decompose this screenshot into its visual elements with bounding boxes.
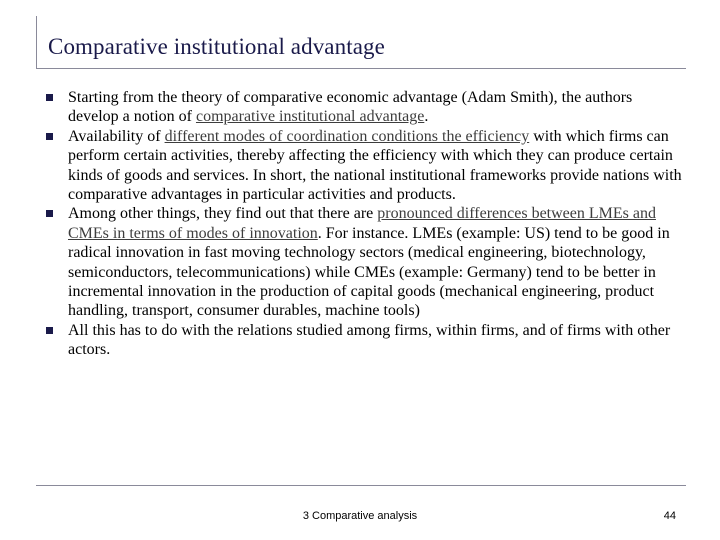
slide-title: Comparative institutional advantage: [48, 34, 385, 59]
bullet-text: with which firms can perform certain activities, thereby affecting the efficiency with which they can produce certain kinds of goods and services. In short, the national institutional frameworks provide nations with comparative advantages in particular activities and products.: [68, 127, 682, 204]
bullet-item: [42, 127, 682, 205]
footer-rule: [36, 485, 686, 486]
page-number: 44: [663, 510, 676, 522]
bullet-text: Among other things, they find out that there are: [68, 205, 378, 223]
title-vertical-rule: [36, 16, 37, 68]
bullet-list: [42, 88, 682, 360]
bullet-square-icon: [46, 210, 53, 217]
footer-section-label: 3 Comparative analysis: [302, 510, 418, 522]
bullet-item: [42, 321, 682, 360]
underlined-phrase: comparative institutional advantage: [195, 108, 425, 126]
title-underline-rule: [36, 68, 686, 69]
bullet-item: [42, 204, 682, 320]
underlined-phrase: pronounced differences between LMEs and CMEs in terms of modes of innovation: [68, 205, 656, 242]
bullet-item: [42, 88, 682, 127]
bullet-square-icon: [46, 133, 53, 140]
bullet-text: .: [424, 108, 429, 126]
underlined-phrase: different modes of coordination conditions the efficiency: [164, 127, 530, 145]
bullet-square-icon: [46, 327, 53, 334]
bullet-text: Starting from the theory of comparative economic advantage (Adam Smith), the authors develop a notion of: [68, 89, 633, 126]
bullet-text: All this has to do with the relations studied among firms, within firms, and of firms with other actors.: [68, 321, 671, 359]
bullet-square-icon: [46, 94, 53, 101]
bullet-text: . For instance. LMEs (example: US) tend to be good in radical innovation in fast moving technology sectors (medical engineering, biotechnology, semiconductors, telecommunications) while CMEs (example: Germany) tend to be better in incremental innovation in the production of capital goods (mechanical engineering, product handling, transport, consumer durables, machine tools): [68, 224, 670, 320]
bullet-text: Availability of: [68, 127, 165, 145]
